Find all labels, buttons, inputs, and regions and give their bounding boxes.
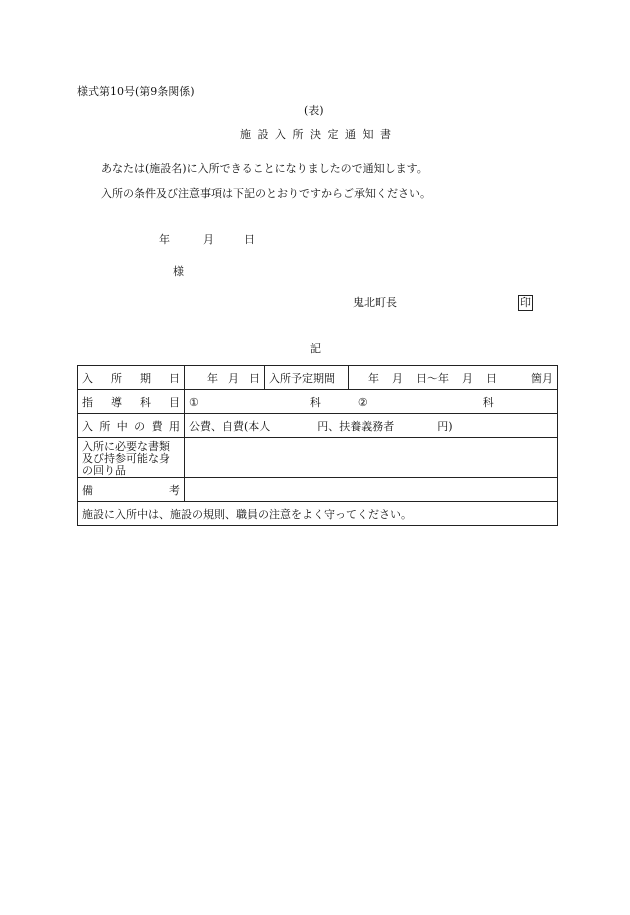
planned-period-value[interactable] <box>349 366 558 390</box>
date-year: 年 <box>159 233 170 246</box>
date-year-unit: 年 <box>207 371 218 385</box>
date-month: 月 <box>203 233 214 246</box>
date-day-unit: 日 <box>249 371 260 385</box>
seal-box: 印 <box>518 295 533 311</box>
table-row-remarks <box>78 478 558 502</box>
label-char: 所 <box>111 371 122 385</box>
guidance-subject-value[interactable] <box>185 390 558 414</box>
period-unit: 日〜年 <box>416 371 449 385</box>
date-month-unit: 月 <box>228 371 239 385</box>
table-row-guidance-subject <box>78 390 558 414</box>
issue-date <box>159 234 255 245</box>
label-char: 中 <box>116 419 128 433</box>
cost-guardian-text: 円、扶養義務者 <box>317 419 395 433</box>
form-number: 様式第10号(第9条関係) <box>77 85 195 98</box>
label-char: 用 <box>168 419 180 433</box>
period-unit: 箇月 <box>531 371 553 385</box>
conditions-paragraph: 入所の条件及び注意事項は下記のとおりですからご承知ください。 <box>101 187 431 200</box>
label-admission-cost <box>78 414 185 438</box>
table-row-admission-cost <box>78 414 558 438</box>
subject-one-marker: ① <box>189 395 199 409</box>
admission-date-value[interactable] <box>185 366 265 390</box>
remarks-value[interactable] <box>185 478 558 502</box>
label-required-items: 入所に必要な書類及び持参可能な身の回り品 <box>78 438 185 478</box>
subject-two-unit: 科 <box>482 395 494 409</box>
label-char: 所 <box>99 419 111 433</box>
subject-two-marker: ② <box>357 395 368 409</box>
label-char: 目 <box>169 395 180 409</box>
table-row-admission-date <box>78 366 558 390</box>
label-admission-date <box>78 366 185 390</box>
label-char: 備 <box>82 483 93 497</box>
admission-cost-value[interactable] <box>185 414 558 438</box>
label-remarks <box>78 478 185 502</box>
period-unit: 日 <box>486 371 497 385</box>
details-table <box>77 365 558 526</box>
facility-rules-note: 施設に入所中は、施設の規則、職員の注意をよく守ってください。 <box>78 502 558 526</box>
table-row-note <box>78 502 558 526</box>
issuer-name: 鬼北町長 <box>353 296 397 309</box>
required-items-value[interactable] <box>185 438 558 478</box>
cost-close-text: 円) <box>437 419 453 433</box>
subject-one-unit: 科 <box>309 395 321 409</box>
table-row-required-items <box>78 438 558 478</box>
period-unit: 月 <box>462 371 473 385</box>
label-planned-period: 入所予定期間 <box>265 366 349 390</box>
period-unit: 年 <box>368 371 379 385</box>
label-char: 科 <box>140 395 151 409</box>
document-title: 施設入所決定通知書 <box>240 128 398 141</box>
label-char: 指 <box>82 395 93 409</box>
cost-self-text: 公費、自費(本人 <box>189 419 271 433</box>
label-char: の <box>134 419 146 433</box>
label-char: 日 <box>169 371 180 385</box>
side-label: (表) <box>304 104 324 117</box>
notice-paragraph: あなたは(施設名)に入所できることになりましたので通知します。 <box>101 162 428 175</box>
label-char: 入 <box>82 371 93 385</box>
label-char: 考 <box>169 483 180 497</box>
label-char: 導 <box>111 395 122 409</box>
label-char: 費 <box>151 419 163 433</box>
label-guidance-subject <box>78 390 185 414</box>
ki-heading: 記 <box>310 342 321 355</box>
label-char: 期 <box>140 371 151 385</box>
label-char: 入 <box>82 419 93 433</box>
date-day: 日 <box>244 233 255 246</box>
period-unit: 月 <box>392 371 403 385</box>
recipient-suffix: 様 <box>173 265 184 278</box>
